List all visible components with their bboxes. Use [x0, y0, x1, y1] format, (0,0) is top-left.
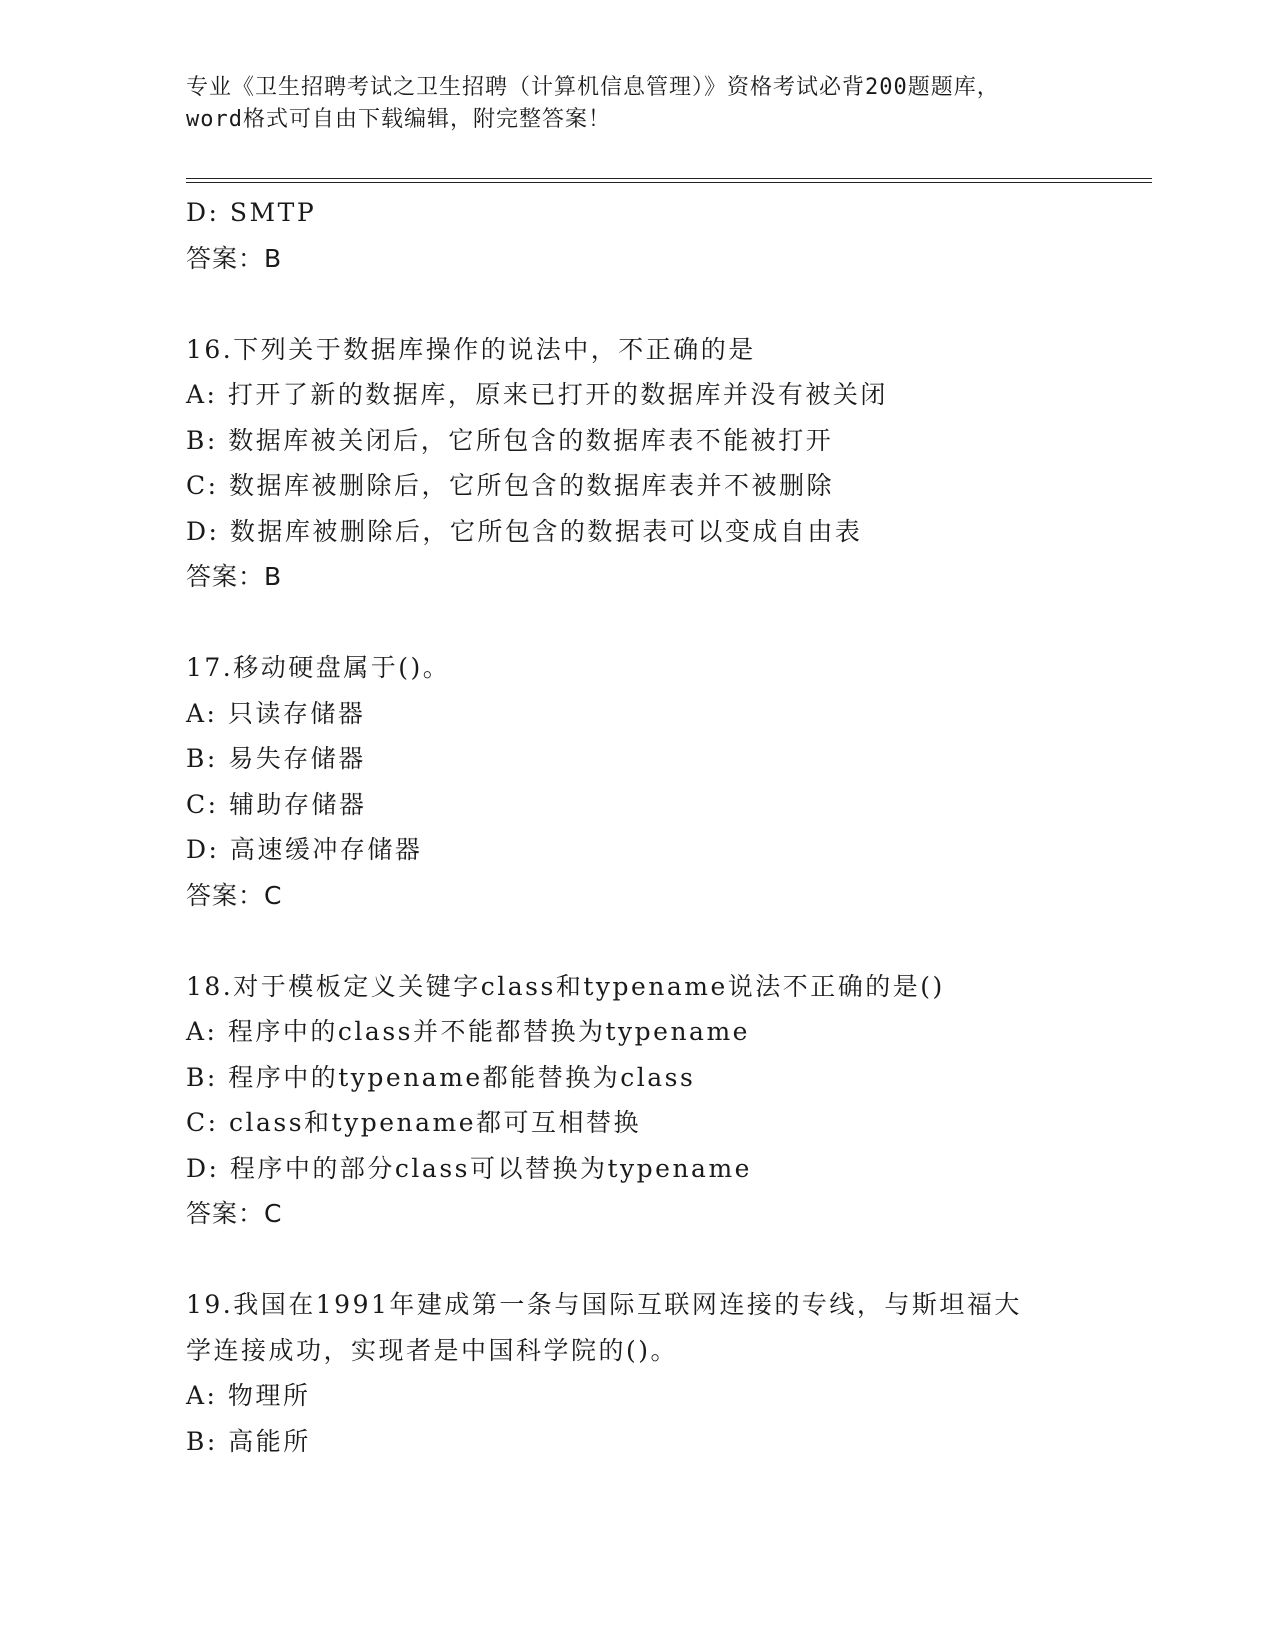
option-a: A: 程序中的class并不能都替换为typename	[186, 1017, 750, 1046]
option-d: D: 数据库被删除后，它所包含的数据表可以变成自由表	[186, 516, 863, 546]
question-stem: 16.下列关于数据库操作的说法中，不正确的是	[186, 334, 756, 364]
option-b: B: 高能所	[186, 1426, 311, 1456]
spacer	[186, 281, 1152, 327]
header-title-line-1: 专业《卫生招聘考试之卫生招聘（计算机信息管理）》资格考试必背200题题库，	[186, 75, 1000, 100]
spacer	[186, 918, 1152, 964]
question-stem: 18.对于模板定义关键字class和typename说法不正确的是()	[186, 971, 945, 1001]
question-17	[186, 645, 1152, 918]
header-divider	[186, 178, 1152, 183]
header-title-line-2: word格式可自由下载编辑，附完整答案！	[186, 107, 611, 132]
option-b: B: 数据库被关闭后，它所包含的数据库表不能被打开	[186, 425, 834, 455]
spacer	[186, 600, 1152, 646]
spacer	[186, 1237, 1152, 1283]
option-b: B: 易失存储器	[186, 744, 366, 773]
question-18	[186, 964, 1152, 1237]
question-answer: 答案：C	[186, 880, 283, 910]
option-a: A: 只读存储器	[186, 698, 366, 728]
question-list	[186, 190, 1152, 1464]
question-stem: 17.移动硬盘属于()。	[186, 653, 451, 682]
option-d: D: 程序中的部分class可以替换为typename	[186, 1153, 752, 1183]
option-c: C: 辅助存储器	[186, 789, 367, 819]
option-d: D: 高速缓冲存储器	[186, 835, 423, 864]
option-a: A: 打开了新的数据库，原来已打开的数据库并没有被关闭	[186, 380, 888, 409]
question-answer: 答案：C	[186, 1199, 283, 1228]
option-a: A: 物理所	[186, 1381, 311, 1410]
prev-question-answer: 答案：B	[186, 243, 283, 273]
question-stem-line-2: 学连接成功，实现者是中国科学院的()。	[186, 1335, 679, 1365]
option-c: C: class和typename都可互相替换	[186, 1108, 642, 1137]
question-answer: 答案：B	[186, 562, 283, 591]
question-16	[186, 327, 1152, 600]
question-stem-line-1: 19.我国在1991年建成第一条与国际互联网连接的专线，与斯坦福大	[186, 1290, 1022, 1319]
prev-question-option-d: D: SMTP	[186, 198, 317, 227]
option-c: C: 数据库被删除后，它所包含的数据库表并不被删除	[186, 471, 835, 500]
question-19	[186, 1282, 1152, 1464]
document-header	[186, 72, 1086, 136]
option-b: B: 程序中的typename都能替换为class	[186, 1062, 696, 1092]
